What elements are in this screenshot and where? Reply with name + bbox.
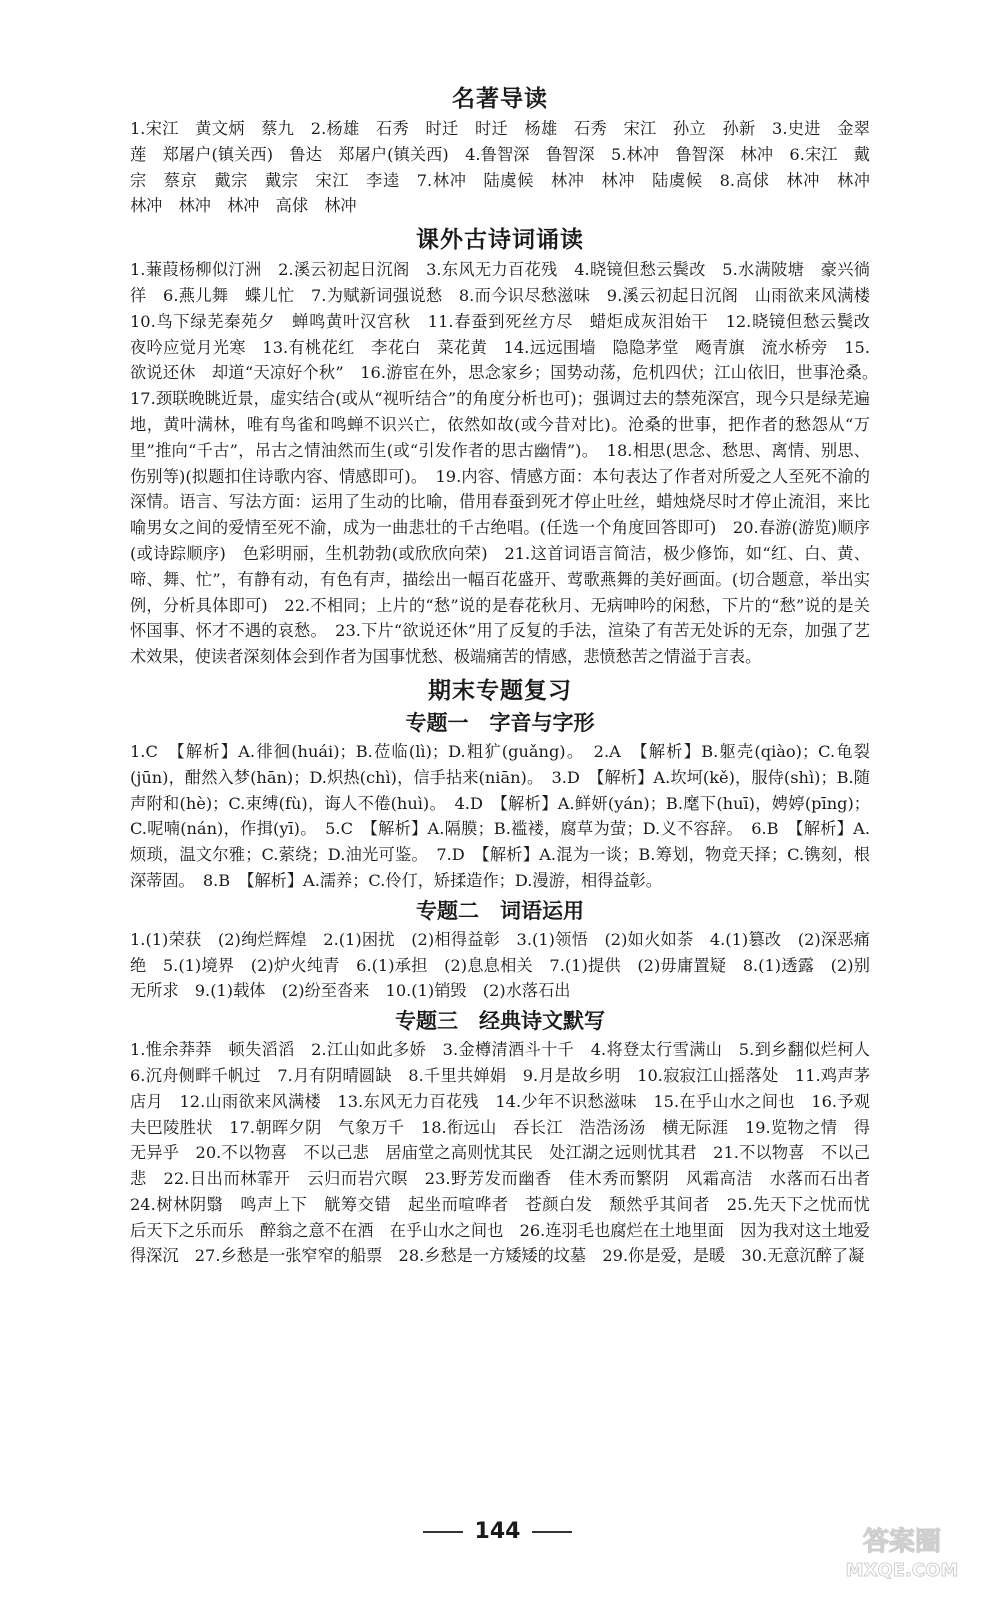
svg-text:答案圈: 答案圈 xyxy=(862,1527,942,1557)
section-title-kewai: 课外古诗词诵读 xyxy=(416,227,584,254)
answer-page xyxy=(130,82,887,1269)
answers-mingzhu: 1.宋江 黄文炳 蔡九 2.杨雄 石秀 时迁 时迁 杨雄 石秀 宋江 孙立 孙新 3.史进 金翠莲 郑屠户(镇关西) 鲁达 郑屠户(镇关西) 4.鲁智深 鲁智深 5.林冲 鲁智深 林冲 6.宋江 戴宗 蔡京 戴宗 戴宗 宋江 李逵 7.林冲 陆虞候 林冲 林冲 陆虞候 8.高俅 林冲 林冲 林冲 林冲 林冲 高俅 林冲 xyxy=(130,119,887,216)
watermark-logo xyxy=(827,1520,977,1582)
topic-title-2: 专题二 词语运用 xyxy=(416,898,584,923)
section-title-mingzhu: 名著导读 xyxy=(452,86,548,112)
topic-title-3: 专题三 经典诗文默写 xyxy=(395,1009,605,1034)
page-number: 144 xyxy=(474,1519,521,1544)
section-title-qimo: 期末专题复习 xyxy=(428,677,572,704)
footer-dash-left xyxy=(423,1531,463,1533)
answers-kewai: 1.蒹葭杨柳似汀洲 2.溪云初起日沉阁 3.东风无力百花残 4.晓镜但愁云鬓改 5.水满陂塘 豪兴徜徉 6.燕儿舞 蝶儿忙 7.为赋新词强说愁 8.而今识尽愁滋味 9.溪云初起日沉阁 山雨欲来风满楼 10.鸟下绿芜秦苑夕 蝉鸣黄叶汉宫秋 11.春蚕到死丝方尽 蜡炬成灰泪始干 12.晓镜但愁云鬓改 夜吟应觉月光寒 13.有桃花红 李花白 菜花黄 14.远远围墙 隐隐茅堂 飏青旗 流水桥旁 15.欲说还休 却道“天凉好个秋” 16.游宦在外，思念家乡；国势动荡，危机四伏；江山依旧，世事沧桑。 17.颈联晚眺近景，虚实结合(或从“视听结合”的角度分析也可)；强调过去的禁苑深宫，现今只是绿芜遍地，黄叶满林，唯有鸟雀和鸣蝉不识兴亡，依然如故(或今昔对比)。沧桑的世事，把作者的愁怨从“万里”推向“千古”，吊古之情油然而生(或“引发作者的思古幽情”)。 18.相思(思念、愁思、离情、别思、伤别等)(拟题扣住诗歌内容、情感即可)。 19.内容、情感方面：本句表达了作者对所爱之人至死不渝的深情。语言、写法方面：运用了生动的比喻，借用春蚕到死才停止吐丝，蜡烛烧尽时才停止流泪，来比喻男女之间的爱情至死不渝，成为一曲悲壮的千古绝唱。(任选一个角度回答即可) 20.春游(游览)顺序(或诗踪顺序) 色彩明丽，生机勃勃(或欣欣向荣) 21.这首词语言简洁，极少修饰，如“红、白、黄、啼、舞、忙”，有静有动，有色有声，描绘出一幅百花盛开、莺歌燕舞的美好画面。(切合题意，举出实例，分析具体即可) 22.不相同；上片的“愁”说的是春花秋月、无病呻吟的闲愁，下片的“愁”说的是关怀国事、怀才不遇的哀愁。 23.下片“欲说还休”用了反复的手法，渲染了有苦无处诉的无奈，加强了艺术效果，使读者深刻体会到作者为国事忧愁、极端痛苦的情感，悲愤愁苦之情溢于言表。 xyxy=(130,260,887,667)
answers-topic-1: 1.C 【解析】A.徘徊(huái)；B.莅临(lì)；D.粗犷(guǎng)。 2.A 【解析】B.躯壳(qiào)；C.龟裂(jūn)，酣然入梦(hān)；D.炽热(chì)，信手拈来(niān)。 3.D 【解析】A.坎坷(kě)，服侍(shì)；B.随声附和(hè)；C.束缚(fù)，诲人不倦(huì)。 4.D 【解析】A.鲜妍(yán)；B.麾下(huī)，娉婷(pīng)；C.呢喃(nán)，作揖(yī)。 5.C 【解析】A.隔膜；B.褴褛，腐草为萤；D.义不容辞。 6.B 【解析】A.烦琐，温文尔雅；C.萦绕；D.油光可鉴。 7.D 【解析】A.混为一谈；B.筹划，物竞天择；C.镌刻，根深蒂固。 8.B 【解析】A.濡养；C.伶仃，矫揉造作；D.漫游，相得益彰。 xyxy=(130,741,870,890)
topic-title-1: 专题一 字音与字形 xyxy=(405,710,595,735)
footer-dash-right xyxy=(532,1531,572,1533)
answers-topic-3: 1.惟余莽莽 顿失滔滔 2.江山如此多娇 3.金樽清酒斗十千 4.将登太行雪满山 5.到乡翻似烂柯人 6.沉舟侧畔千帆过 7.月有阴晴圆缺 8.千里共婵娟 9.月是故乡明 10.寂寂江山摇落处 11.鸡声茅店月 12.山雨欲来风满楼 13.东风无力百花残 14.少年不识愁滋味 15.在乎山水之间也 16.予观夫巴陵胜状 17.朝晖夕阴 气象万千 18.衔远山 吞长江 浩浩汤汤 横无际涯 19.览物之情 得无异乎 20.不以物喜 不以己悲 居庙堂之高则忧其民 处江湖之远则忧其君 21.不以物喜 不以己悲 22.日出而林霏开 云归而岩穴暝 23.野芳发而幽香 佳木秀而繁阴 风霜高洁 水落而石出者 24.树林阴翳 鸣声上下 觥筹交错 起坐而喧哗者 苍颜白发 颓然乎其间者 25.先天下之忧而忧 后天下之乐而乐 醉翁之意不在酒 在乎山水之间也 26.连羽毛也腐烂在土地里面 因为我对这土地爱得深沉 27.乡愁是一张窄窄的船票 28.乡愁是一方矮矮的坟墓 29.你是爱，是暖 30.无意沉醉了凝 xyxy=(130,1040,887,1266)
svg-text:MXQE.COM: MXQE.COM xyxy=(845,1560,959,1581)
answers-topic-2: 1.(1)荣获 (2)绚烂辉煌 2.(1)困扰 (2)相得益彰 3.(1)领悟 (2)如火如荼 4.(1)篡改 (2)深恶痛绝 5.(1)境界 (2)炉火纯青 6.(1)承担 (2)息息相关 7.(1)提供 (2)毋庸置疑 8.(1)透露 (2)别无所求 9.(1)载体 (2)纷至沓来 10.(1)销毁 (2)水落石出 xyxy=(130,929,870,1001)
